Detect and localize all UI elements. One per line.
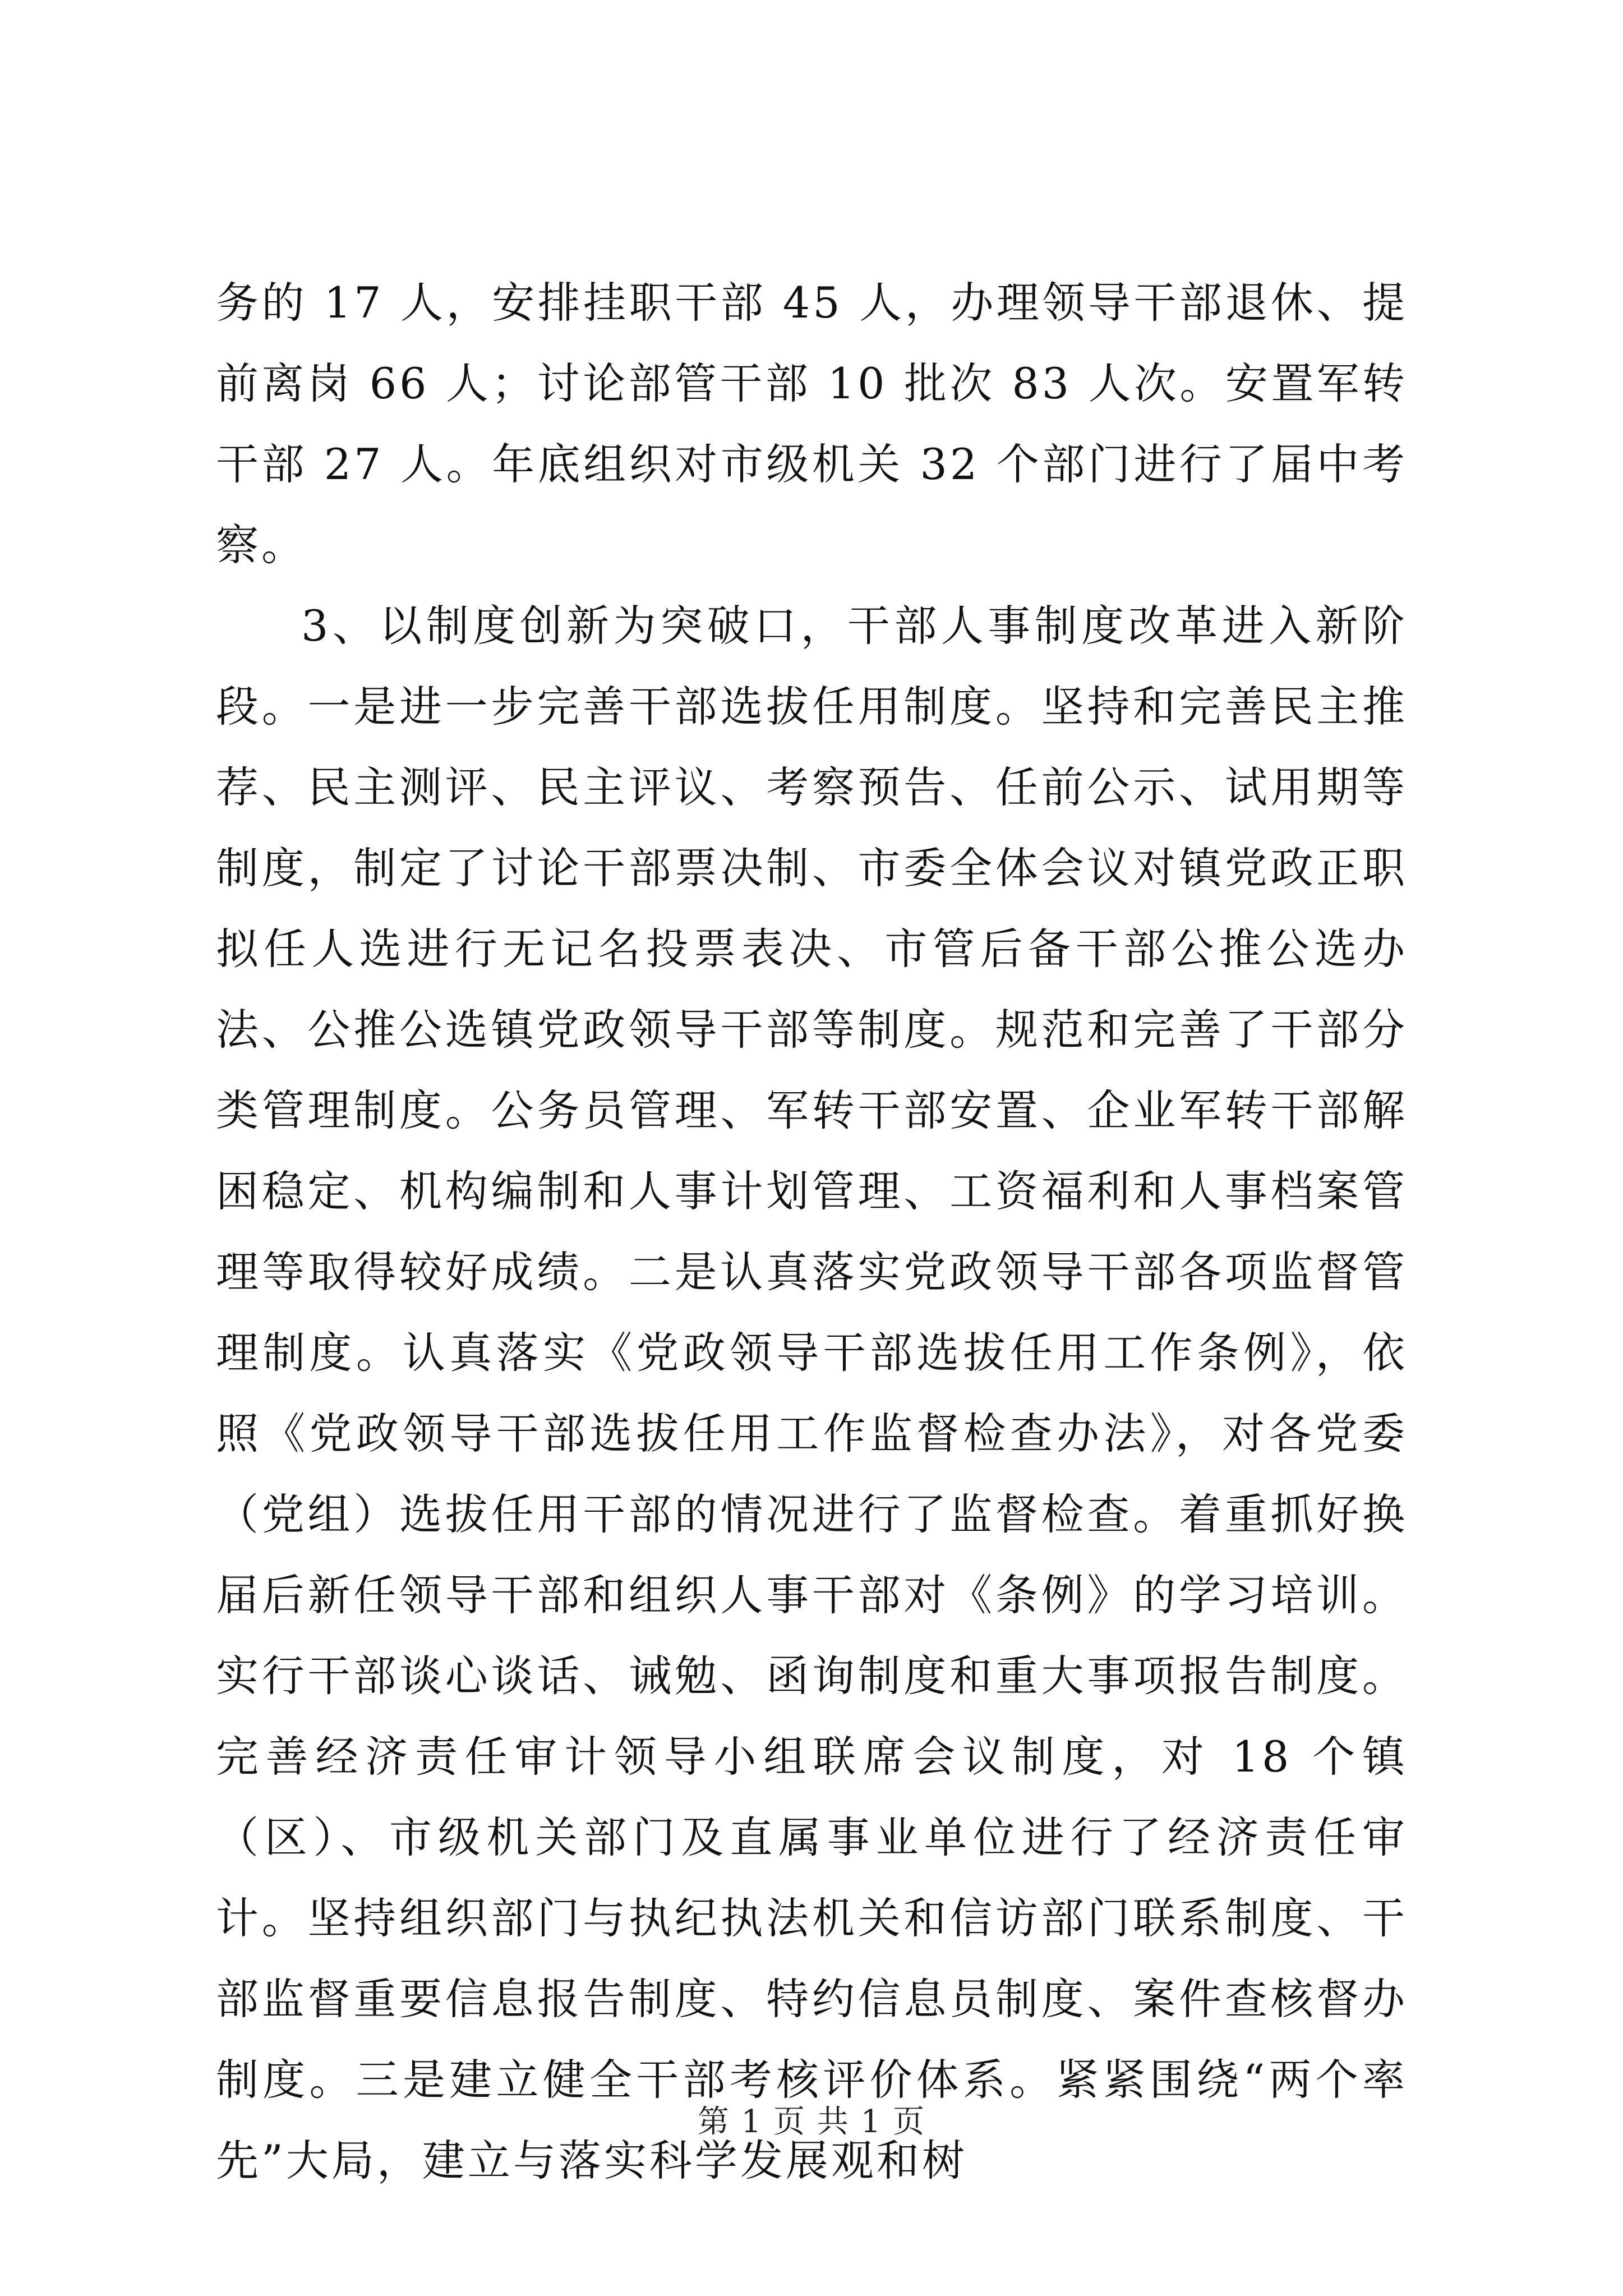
body-text: [216, 263, 1408, 2201]
paragraph-section-3: 3、以制度创新为突破口，干部人事制度改革进入新阶段。一是进一步完善干部选拔任用制度。坚持和完善民主推荐、民主测评、民主评议、考察预告、任前公示、试用期等制度，制定了讨论干部票决制、市委全体会议对镇党政正职拟任人选进行无记名投票表决、市管后备干部公推公选办法、公推公选镇党政领导干部等制度。规范和完善了干部分类管理制度。公务员管理、军转干部安置、企业军转干部解困稳定、机构编制和人事计划管理、工资福利和人事档案管理等取得较好成绩。二是认真落实党政领导干部各项监督管理制度。认真落实《党政领导干部选拔任用工作条例》，依照《党政领导干部选拔任用工作监督检查办法》，对各党委（党组）选拔任用干部的情况进行了监督检查。着重抓好换届后新任领导干部和组织人事干部对《条例》的学习培训。实行干部谈心谈话、诫勉、函询制度和重大事项报告制度。完善经济责任审计领导小组联席会议制度，对 18 个镇（区）、市级机关部门及直属事业单位进行了经济责任审计。坚持组织部门与执纪执法机关和信访部门联系制度、干部监督重要信息报告制度、特约信息员制度、案件查核督办制度。三是建立健全干部考核评价体系。紧紧围绕“两个率先”大局，建立与落实科学发展观和树: [216, 601, 1408, 2185]
page-footer: 第 1 页 共 1 页: [697, 2104, 926, 2140]
paragraph-continuation: 务的 17 人，安排挂职干部 45 人，办理领导干部退休、提前离岗 66 人；讨论部管干部 10 批次 83 人次。安置军转干部 27 人。年底组织对市级机关 32 个部门进行了届中考察。: [216, 278, 1408, 570]
